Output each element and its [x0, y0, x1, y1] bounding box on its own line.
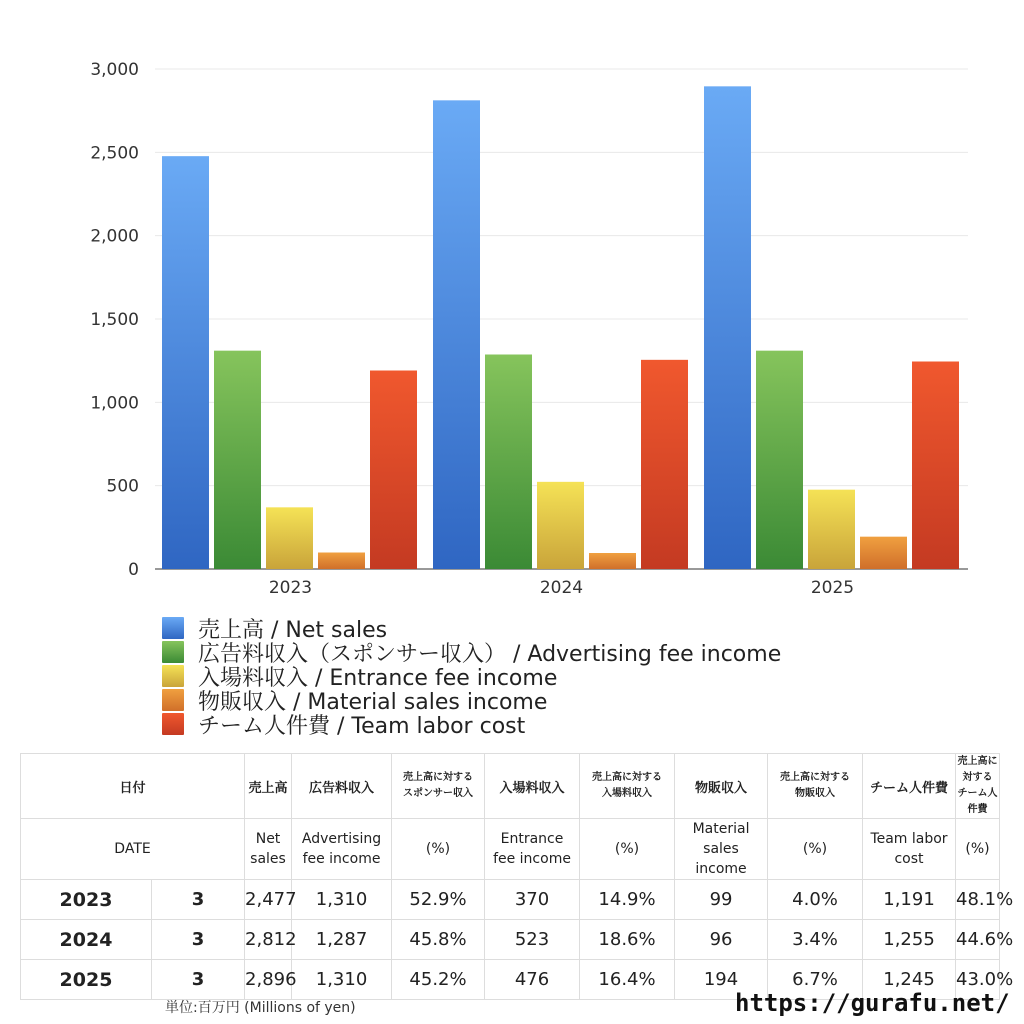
x-tick-label: 2025	[810, 578, 855, 598]
row-material: 99	[675, 880, 768, 920]
row-mat-ratio: 4.0%	[768, 880, 863, 920]
header-advertising-jp: 広告料収入	[292, 754, 392, 819]
legend-item	[162, 712, 781, 739]
header-advertising-en: Advertising fee income	[292, 819, 392, 880]
row-lab-ratio: 48.1%	[956, 880, 1000, 920]
header-entrance-en: Entrance fee income	[485, 819, 580, 880]
legend-label: 物販収入 / Material sales income	[198, 689, 548, 715]
x-tick-label: 2024	[539, 578, 584, 598]
header-material-en: Material sales income	[675, 819, 768, 880]
row-adv-ratio: 45.2%	[392, 960, 485, 1000]
bar	[370, 371, 417, 570]
header-lab-ratio-jp: 売上高に対する チーム人件費	[956, 754, 1000, 819]
bar	[912, 362, 959, 570]
bar	[808, 490, 855, 569]
legend-swatch	[162, 641, 184, 663]
header-date-jp: 日付	[21, 754, 245, 819]
header-mat-ratio-en: (%)	[768, 819, 863, 880]
site-url: https://gurafu.net/	[735, 989, 1010, 1017]
row-month: 3	[152, 960, 245, 1000]
row-entrance: 523	[485, 920, 580, 960]
row-material: 194	[675, 960, 768, 1000]
row-ent-ratio: 14.9%	[580, 880, 675, 920]
unit-note: 単位:百万円 (Millions of yen)	[165, 1000, 356, 1016]
row-month: 3	[152, 880, 245, 920]
row-labor: 1,255	[863, 920, 956, 960]
table-header-en-row	[21, 819, 1000, 880]
row-entrance: 476	[485, 960, 580, 1000]
legend-label: 売上高 / Net sales	[198, 617, 388, 643]
header-ent-ratio-jp: 売上高に対する 入場料収入	[580, 754, 675, 819]
row-net-sales: 2,896	[245, 960, 292, 1000]
y-tick-label: 500	[106, 476, 139, 497]
row-entrance: 370	[485, 880, 580, 920]
chart-legend	[162, 616, 782, 739]
y-tick-label: 2,500	[90, 143, 139, 164]
legend-swatch	[162, 665, 184, 687]
table-row	[21, 920, 1000, 960]
row-adv-ratio: 52.9%	[392, 880, 485, 920]
table-header-jp-row	[21, 754, 1000, 819]
y-tick-label: 2,000	[90, 226, 139, 247]
header-net-sales-jp: 売上高	[245, 754, 292, 819]
table-row	[21, 880, 1000, 920]
bar	[704, 86, 751, 569]
row-material: 96	[675, 920, 768, 960]
row-year: 2024	[21, 920, 152, 960]
row-advertising: 1,287	[292, 920, 392, 960]
row-lab-ratio: 44.6%	[956, 920, 1000, 960]
row-mat-ratio: 6.7%	[768, 960, 863, 1000]
legend-label: 広告料収入（スポンサー収入） / Advertising fee income	[198, 641, 782, 667]
bar	[537, 482, 584, 569]
bar	[485, 355, 532, 570]
bar	[318, 553, 365, 570]
bar	[756, 351, 803, 569]
legend-swatch	[162, 713, 184, 735]
x-tick-label: 2023	[268, 578, 313, 598]
header-adv-ratio-jp: 売上高に対する スポンサー収入	[392, 754, 485, 819]
row-adv-ratio: 45.8%	[392, 920, 485, 960]
header-date-en: DATE	[21, 819, 245, 880]
header-entrance-jp: 入場料収入	[485, 754, 580, 819]
row-mat-ratio: 3.4%	[768, 920, 863, 960]
bar	[214, 351, 261, 569]
bar	[162, 156, 209, 569]
header-labor-en: Team labor cost	[863, 819, 956, 880]
row-ent-ratio: 18.6%	[580, 920, 675, 960]
legend-swatch	[162, 689, 184, 711]
y-tick-label: 1,500	[90, 310, 139, 330]
bar	[641, 360, 688, 569]
row-labor: 1,245	[863, 960, 956, 1000]
header-mat-ratio-jp: 売上高に対する 物販収入	[768, 754, 863, 819]
bar	[589, 553, 636, 569]
header-labor-jp: チーム人件費	[863, 754, 956, 819]
y-tick-label: 0	[128, 560, 139, 580]
bar	[860, 537, 907, 569]
header-lab-ratio-en: (%)	[956, 819, 1000, 880]
legend-swatch	[162, 617, 184, 639]
y-tick-label: 1,000	[90, 393, 139, 414]
bar	[433, 100, 480, 569]
row-ent-ratio: 16.4%	[580, 960, 675, 1000]
row-year: 2023	[21, 880, 152, 920]
row-lab-ratio: 43.0%	[956, 960, 1000, 1000]
header-material-jp: 物販収入	[675, 754, 768, 819]
data-table	[20, 753, 1014, 1000]
header-adv-ratio-en: (%)	[392, 819, 485, 880]
row-advertising: 1,310	[292, 880, 392, 920]
row-month: 3	[152, 920, 245, 960]
bar	[266, 507, 313, 569]
header-net-sales-en: Net sales	[245, 819, 292, 880]
row-advertising: 1,310	[292, 960, 392, 1000]
legend-label: チーム人件費 / Team labor cost	[198, 713, 526, 739]
row-year: 2025	[21, 960, 152, 1000]
y-tick-label: 3,000	[90, 60, 139, 80]
legend-label: 入場料収入 / Entrance fee income	[198, 665, 558, 691]
row-net-sales: 2,477	[245, 880, 292, 920]
header-ent-ratio-en: (%)	[580, 819, 675, 880]
row-labor: 1,191	[863, 880, 956, 920]
row-net-sales: 2,812	[245, 920, 292, 960]
